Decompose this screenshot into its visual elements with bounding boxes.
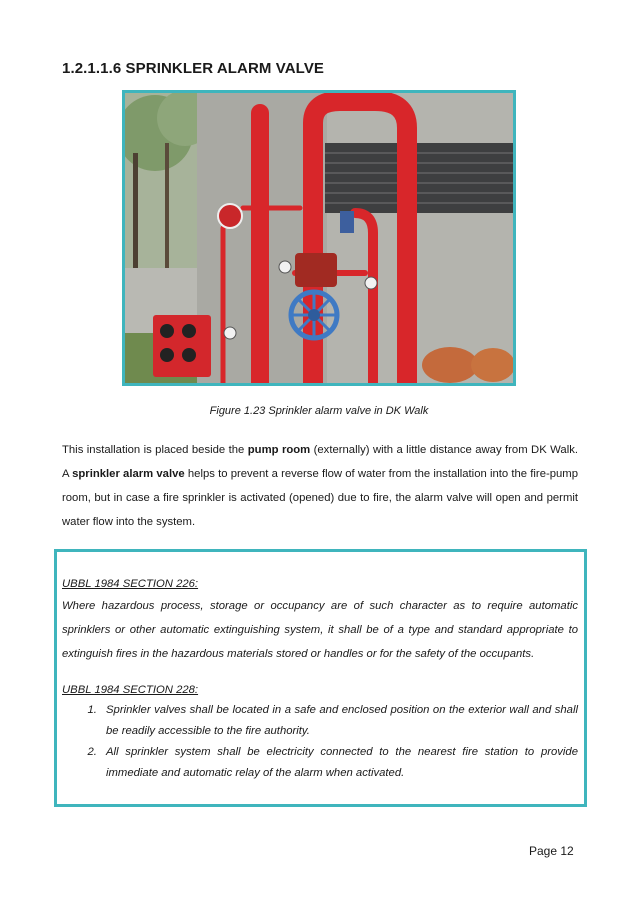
body-paragraph: This installation is placed beside the pump room (externally) with a little distance away from DK Walk. A sprinkler alarm valve helps to prevent a reverse flow of water from the installation into the fire-pump room, but in case a fire sprinkler is activated (opened) due to fire, the alarm valve will open and permit water flow into the system. [62,444,578,528]
section-228-title: UBBL 1984 SECTION 228: [62,684,199,696]
sprinkler-alarm-valve-term: sprinkler alarm valve [72,468,185,480]
pump-room-term: pump room [247,444,311,456]
section-228-list [62,700,578,784]
section-228-item: 2. All sprinkler system shall be electricity connected to the nearest fire station to provide immediate and automatic relay of the alarm when activated. [100,742,578,784]
page-number: Page 12 [529,844,574,858]
section-226-text: Where hazardous process, storage or occupancy are of such character as to require automatic sprinklers or other automatic extinguishing system, it shall be of a type and standard appropriate to extinguish fires in the hazardous materials stored or handles or for the safety of the occupants. [62,600,578,660]
section-226-title: UBBL 1984 SECTION 226: [62,578,199,590]
section-heading: 1.2.1.1.6 SPRINKLER ALARM VALVE [62,60,325,77]
ubbl-regulation-box [54,549,587,807]
figure-caption: Figure 1.23 Sprinkler alarm valve in DK Walk [209,405,429,417]
figure-photo [122,90,516,386]
section-228-item: 1. Sprinkler valves shall be located in a safe and enclosed position on the exterior wall and shall be readily accessible to the fire authority. [100,700,578,742]
sprinkler-alarm-valve-photo [125,93,513,383]
